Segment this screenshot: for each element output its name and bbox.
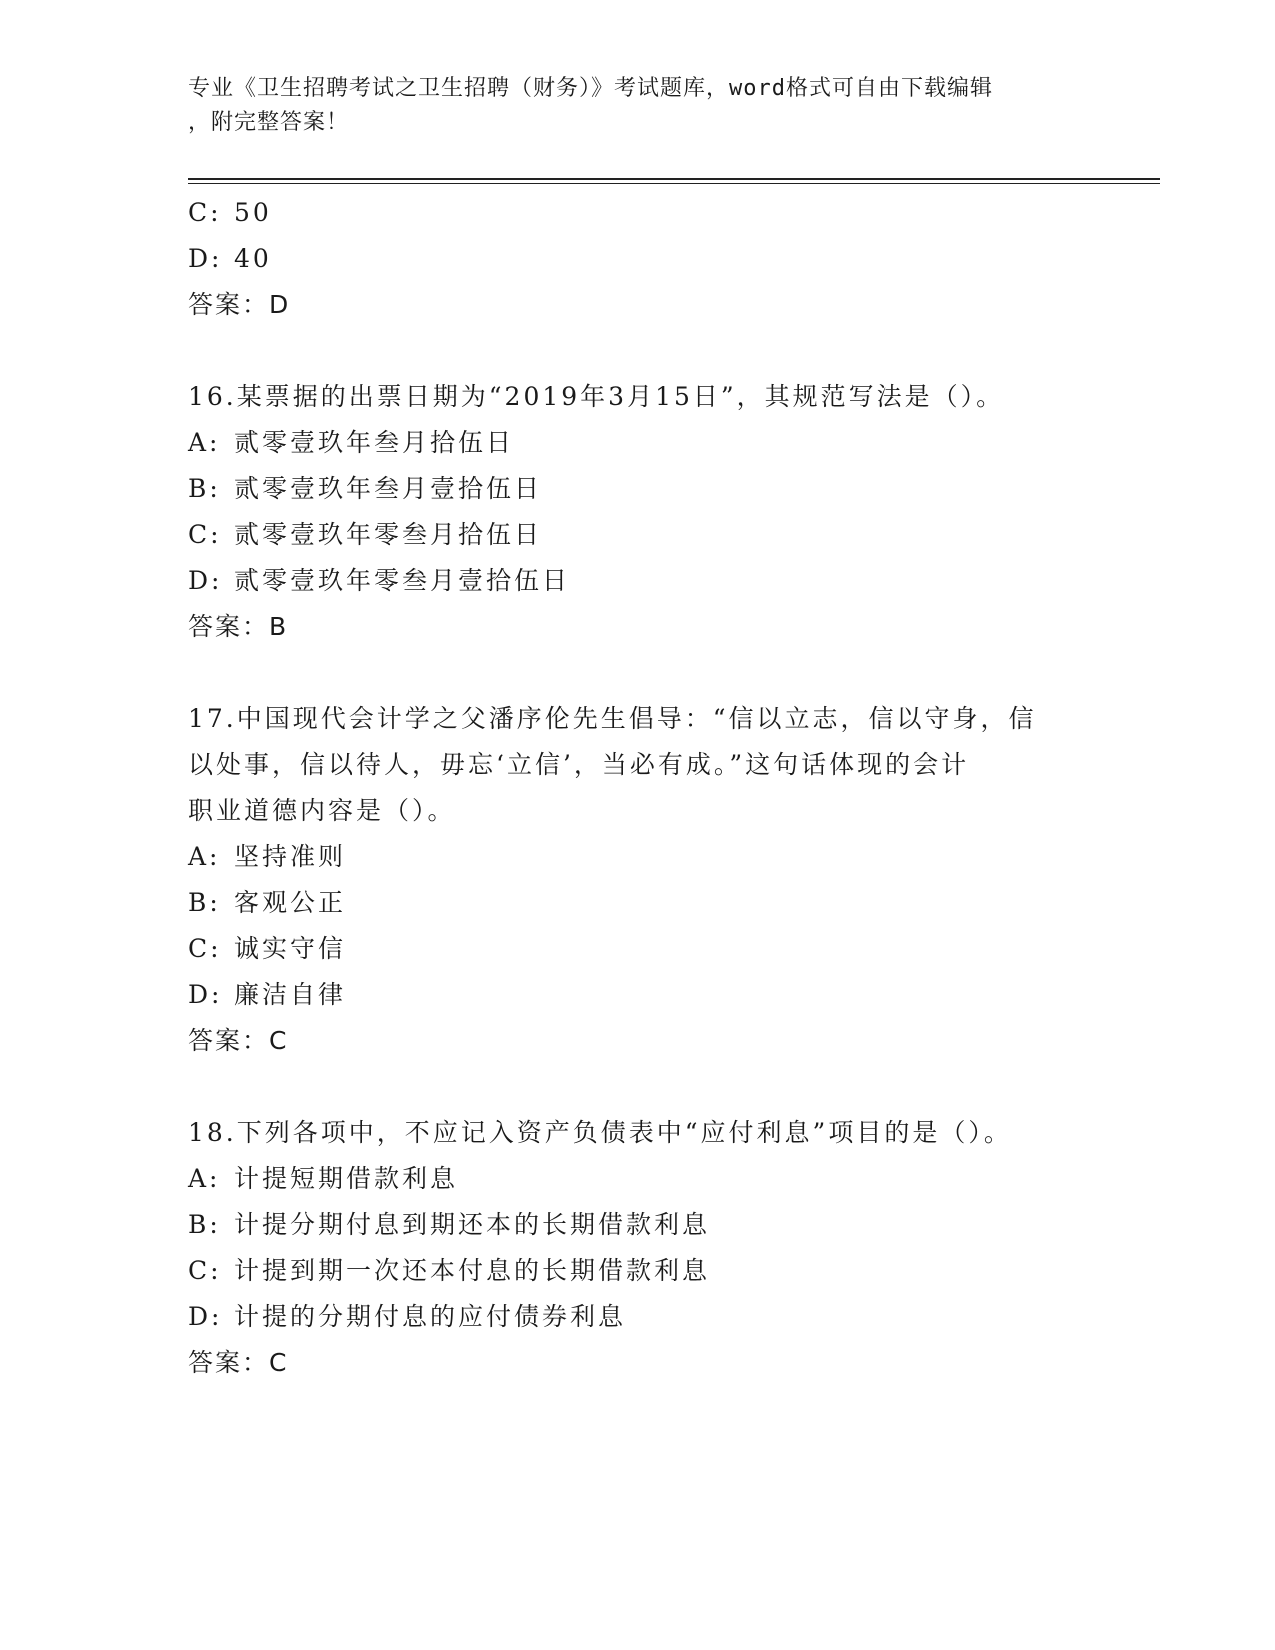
header-line-1: 专业《卫生招聘考试之卫生招聘（财务）》考试题库，word格式可自由下载编辑 — [188, 76, 993, 101]
option-c: C: 50 — [188, 198, 272, 227]
option-b: B: 客观公正 — [188, 888, 347, 917]
question-stem: 16.某票据的出票日期为“2019年3月15日”，其规范写法是（）。 — [188, 382, 1005, 411]
question-16 — [188, 374, 1088, 650]
option-d: D: 计提的分期付息的应付债券利息 — [188, 1302, 627, 1331]
header-rule-bottom — [188, 183, 1160, 184]
header-line-2: ，附完整答案！ — [188, 110, 350, 135]
answer-line: 答案：D — [188, 290, 291, 319]
answer-line: 答案：C — [188, 1026, 289, 1055]
prev-question-block — [188, 190, 1088, 328]
option-a: A: 贰零壹玖年叁月拾伍日 — [188, 428, 515, 457]
option-d: D: 贰零壹玖年零叁月壹拾伍日 — [188, 566, 571, 595]
question-17 — [188, 696, 1088, 1064]
option-a: A: 坚持准则 — [188, 842, 347, 871]
option-a: A: 计提短期借款利息 — [188, 1164, 459, 1193]
option-b: B: 贰零壹玖年叁月壹拾伍日 — [188, 474, 543, 503]
option-c: C: 诚实守信 — [188, 934, 347, 963]
option-d: D: 廉洁自律 — [188, 980, 347, 1009]
header-rule-top — [188, 178, 1160, 180]
document-header — [188, 72, 1088, 140]
option-c: C: 计提到期一次还本付息的长期借款利息 — [188, 1256, 711, 1285]
answer-line: 答案：C — [188, 1348, 289, 1377]
answer-line: 答案：B — [188, 612, 289, 641]
question-18 — [188, 1110, 1088, 1386]
question-stem: 18.下列各项中，不应记入资产负债表中“应付利息”项目的是（）。 — [188, 1118, 1012, 1147]
option-b: B: 计提分期付息到期还本的长期借款利息 — [188, 1210, 711, 1239]
option-c: C: 贰零壹玖年零叁月拾伍日 — [188, 520, 543, 549]
document-body — [188, 190, 1088, 1386]
question-stem: 17.中国现代会计学之父潘序伦先生倡导：“信以立志，信以守身，信 以处事，信以待人，毋忘‘立信’，当必有成。”这句话体现的会计 职业道德内容是（）。 — [188, 704, 1037, 825]
option-d: D: 40 — [188, 244, 272, 273]
